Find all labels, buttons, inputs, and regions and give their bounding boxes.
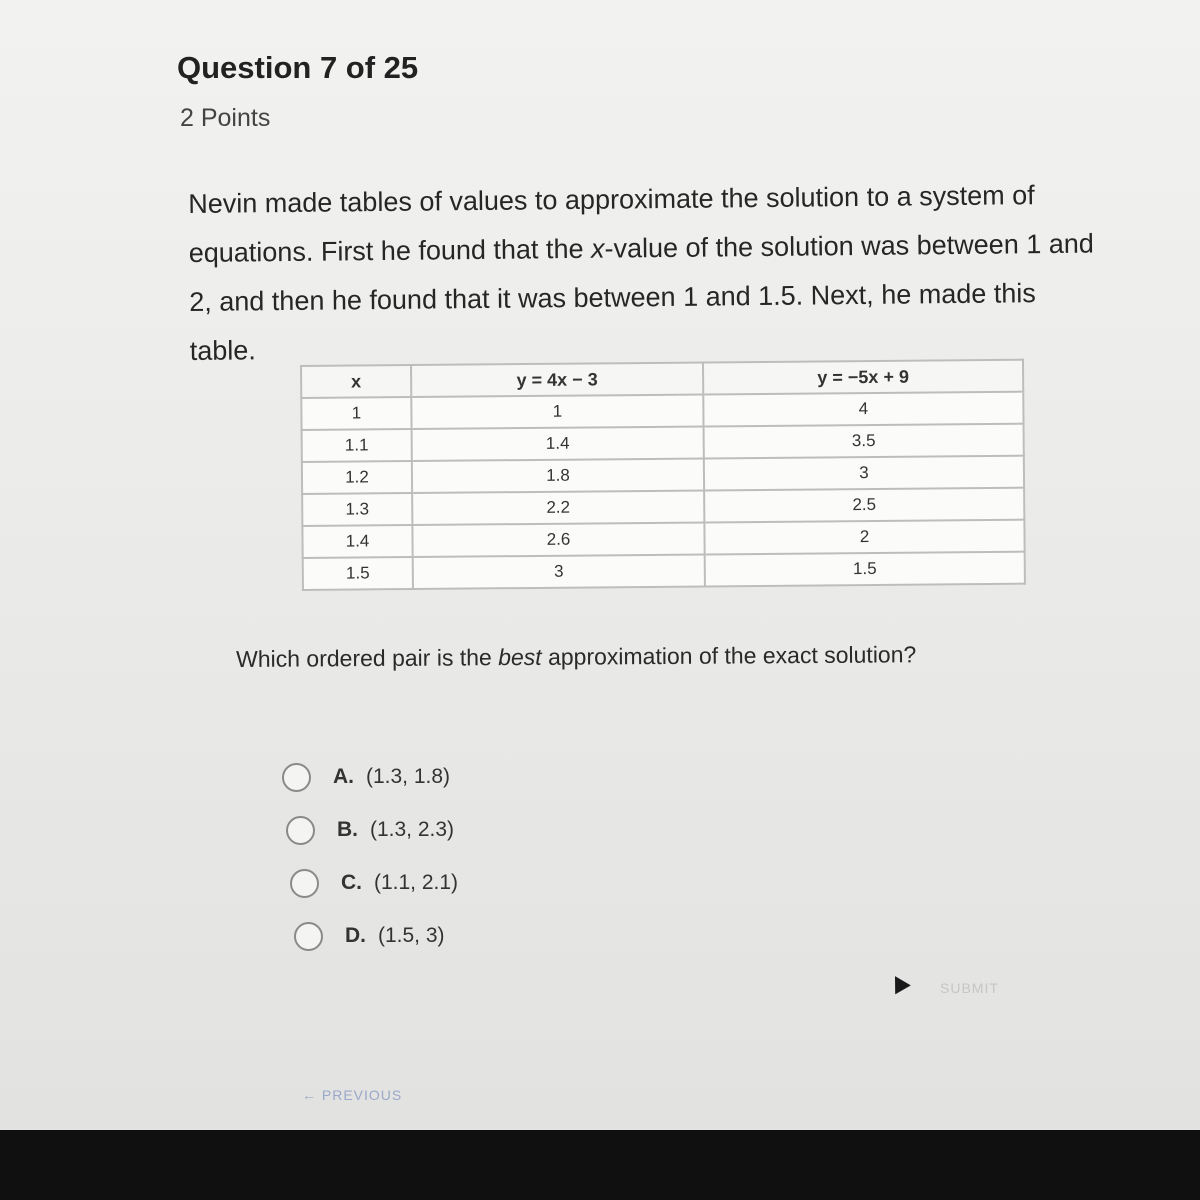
radio-button[interactable] — [282, 763, 311, 792]
header-y2: y = −5x + 9 — [703, 360, 1023, 395]
option-a[interactable] — [282, 758, 458, 796]
question-title: Question 7 of 25 — [177, 50, 419, 85]
table-cell: 1.5 — [303, 557, 413, 590]
ask-text: Which ordered pair is the — [236, 644, 499, 672]
table-cell: 2 — [704, 520, 1024, 555]
option-letter: C. — [341, 871, 362, 894]
option-text: (1.1, 2.1) — [374, 871, 459, 894]
option-text: (1.3, 1.8) — [366, 765, 451, 788]
mouse-cursor-icon — [887, 972, 911, 995]
values-table — [300, 359, 1026, 591]
header-x: x — [301, 365, 411, 398]
radio-button[interactable] — [290, 869, 319, 898]
option-text: (1.3, 2.3) — [370, 818, 455, 841]
header-y1: y = 4x − 3 — [411, 362, 703, 397]
table-cell: 1.4 — [412, 426, 704, 461]
question-ask — [236, 641, 916, 673]
table-cell: 2.2 — [412, 490, 704, 525]
prompt-line: Nevin made tables of values to approximate the solution to a system of — [188, 180, 1035, 219]
radio-button[interactable] — [286, 816, 315, 845]
table-cell: 3 — [704, 456, 1024, 491]
table-cell: 3.5 — [704, 424, 1024, 459]
option-d[interactable] — [294, 917, 458, 955]
table-cell: 2.6 — [412, 522, 704, 557]
table-cell: 1.1 — [302, 429, 412, 462]
option-b[interactable] — [286, 811, 458, 849]
option-letter: D. — [345, 924, 366, 947]
table-cell: 1 — [301, 397, 411, 430]
prompt-variable: x — [590, 233, 605, 264]
table-cell: 1 — [411, 394, 703, 429]
option-c[interactable] — [290, 864, 458, 902]
prompt-line: 2, and then he found that it was between 1 and 1.5. Next, he made this table. — [189, 278, 1036, 366]
table-cell: 2.5 — [704, 488, 1024, 523]
prompt-text: equations. First he found that the — [188, 233, 592, 268]
radio-button[interactable] — [294, 922, 323, 951]
ask-emphasis: best — [498, 643, 542, 671]
option-letter: B. — [337, 818, 358, 841]
previous-button[interactable]: ← PREVIOUS — [302, 1087, 403, 1103]
table-cell: 4 — [703, 392, 1023, 427]
table-cell: 1.8 — [412, 458, 704, 493]
submit-button[interactable]: SUBMIT — [940, 980, 999, 996]
table-cell: 1.2 — [302, 461, 412, 494]
question-prompt — [188, 170, 1110, 376]
table-row — [303, 552, 1025, 590]
question-points: 2 Points — [180, 104, 271, 132]
ask-text: approximation of the exact solution? — [541, 641, 917, 670]
option-letter: A. — [333, 765, 354, 788]
answer-options — [282, 758, 458, 970]
table-cell: 1.5 — [705, 552, 1025, 587]
prompt-text: -value of the solution was between 1 and — [604, 228, 1094, 264]
table-cell: 1.4 — [302, 525, 412, 558]
monitor-bezel — [0, 1130, 1200, 1200]
option-text: (1.5, 3) — [378, 924, 445, 947]
table-cell: 3 — [413, 554, 705, 589]
table-cell: 1.3 — [302, 493, 412, 526]
